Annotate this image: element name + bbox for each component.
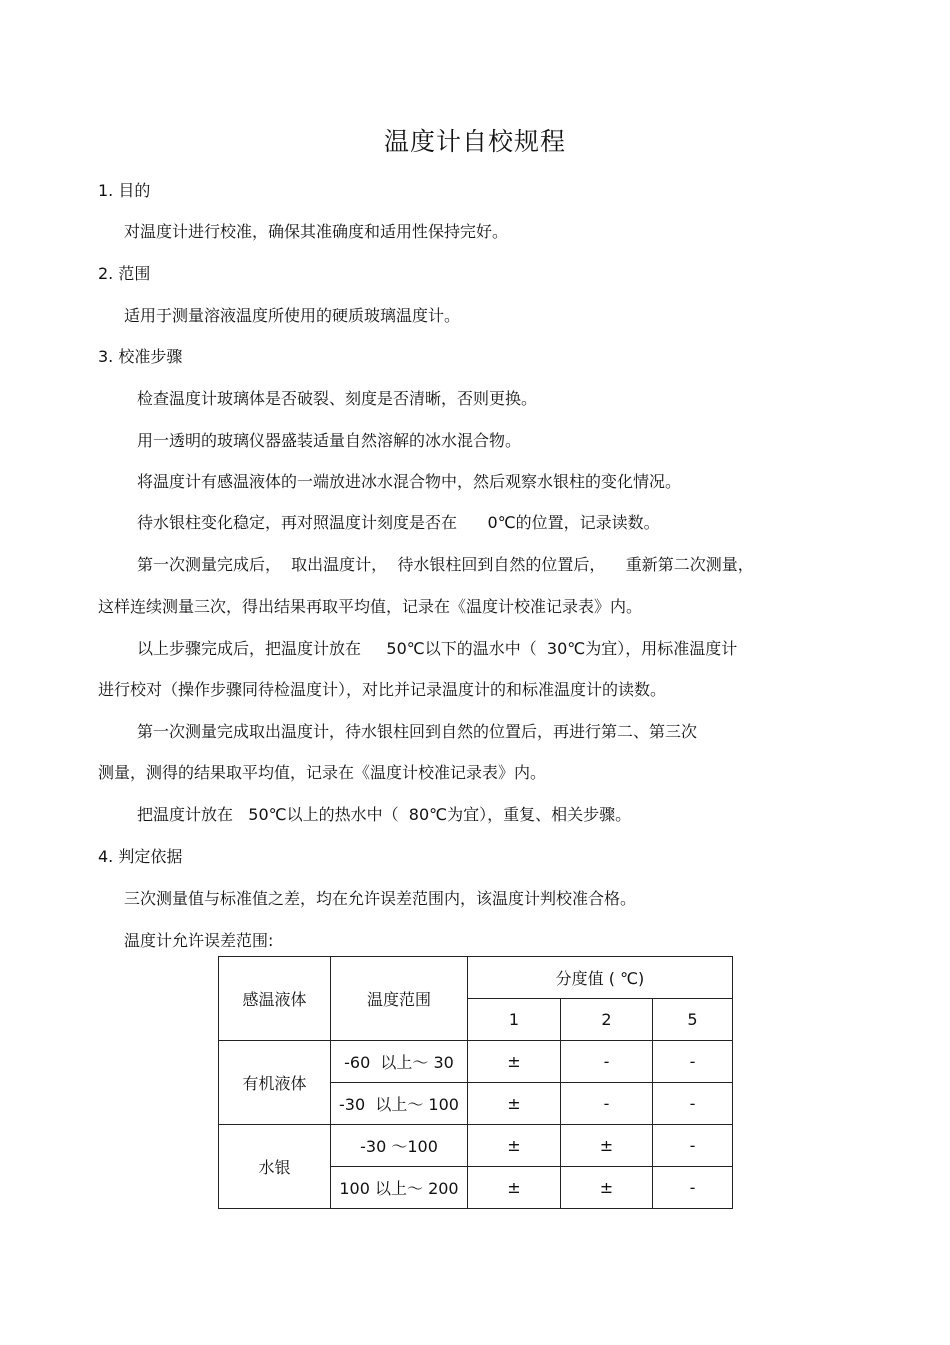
table-row	[219, 1125, 733, 1167]
header-division-2: 2	[561, 999, 653, 1041]
range-cell: 100 以上～ 200	[331, 1167, 468, 1209]
value-cell: -	[561, 1083, 653, 1125]
section-4-body: 三次测量值与标准值之差，均在允许误差范围内，该温度计判校准合格。	[124, 889, 637, 908]
value-cell: ±	[468, 1041, 561, 1083]
value-cell: -	[653, 1083, 733, 1125]
step-line: 待水银柱变化稳定，再对照温度计刻度是否在 0℃的位置，记录读数。	[137, 513, 660, 532]
step-line: 以上步骤完成后，把温度计放在 50℃以下的温水中（ 30℃为宜），用标准温度计	[137, 639, 738, 658]
error-range-table	[218, 956, 733, 1209]
section-2-body: 适用于测量溶液温度所使用的硬质玻璃温度计。	[124, 306, 461, 325]
value-cell: ±	[468, 1125, 561, 1167]
step-line: 这样连续测量三次，得出结果再取平均值，记录在《温度计校准记录表》内。	[98, 597, 643, 616]
section-4-heading: 4. 判定依据	[98, 847, 183, 866]
value-cell: ±	[468, 1167, 561, 1209]
liquid-cell: 有机液体	[219, 1041, 331, 1125]
section-3-heading: 3. 校准步骤	[98, 347, 183, 366]
step-line: 将温度计有感温液体的一端放进冰水混合物中，然后观察水银柱的变化情况。	[137, 472, 682, 491]
header-liquid: 感温液体	[219, 957, 331, 1041]
value-cell: -	[653, 1167, 733, 1209]
header-division-1: 1	[468, 999, 561, 1041]
value-cell: -	[653, 1125, 733, 1167]
value-cell: ±	[561, 1125, 653, 1167]
table-header-row	[219, 957, 733, 999]
table-row	[219, 1041, 733, 1083]
header-range: 温度范围	[331, 957, 468, 1041]
value-cell: -	[653, 1041, 733, 1083]
step-line: 进行校对（操作步骤同待检温度计），对比并记录温度计的和标准温度计的读数。	[98, 680, 667, 699]
step-line: 第一次测量完成取出温度计，待水银柱回到自然的位置后，再进行第二、第三次	[137, 722, 698, 741]
section-1-body: 对温度计进行校准，确保其准确度和适用性保持完好。	[124, 222, 509, 241]
range-cell: -60 以上～ 30	[331, 1041, 468, 1083]
value-cell: -	[561, 1041, 653, 1083]
header-division-5: 5	[653, 999, 733, 1041]
range-cell: -30 ～100	[331, 1125, 468, 1167]
page-title: 温度计自校规程	[383, 127, 566, 156]
range-cell: -30 以上～ 100	[331, 1083, 468, 1125]
step-line: 用一透明的玻璃仪器盛装适量自然溶解的冰水混合物。	[137, 431, 522, 450]
value-cell: ±	[468, 1083, 561, 1125]
step-line: 检查温度计玻璃体是否破裂、刻度是否清晰，否则更换。	[137, 389, 538, 408]
value-cell: ±	[561, 1167, 653, 1209]
step-line: 测量，测得的结果取平均值，记录在《温度计校准记录表》内。	[98, 763, 547, 782]
table-caption: 温度计允许误差范围:	[124, 931, 274, 950]
section-2-heading: 2. 范围	[98, 264, 151, 283]
section-1-heading: 1. 目的	[98, 181, 151, 200]
header-division: 分度值 ( ℃)	[468, 957, 733, 999]
liquid-cell: 水银	[219, 1125, 331, 1209]
step-line: 把温度计放在 50℃以上的热水中（ 80℃为宜），重复、相关步骤。	[137, 805, 632, 824]
step-line: 第一次测量完成后， 取出温度计， 待水银柱回到自然的位置后， 重新第二次测量，	[137, 555, 754, 574]
